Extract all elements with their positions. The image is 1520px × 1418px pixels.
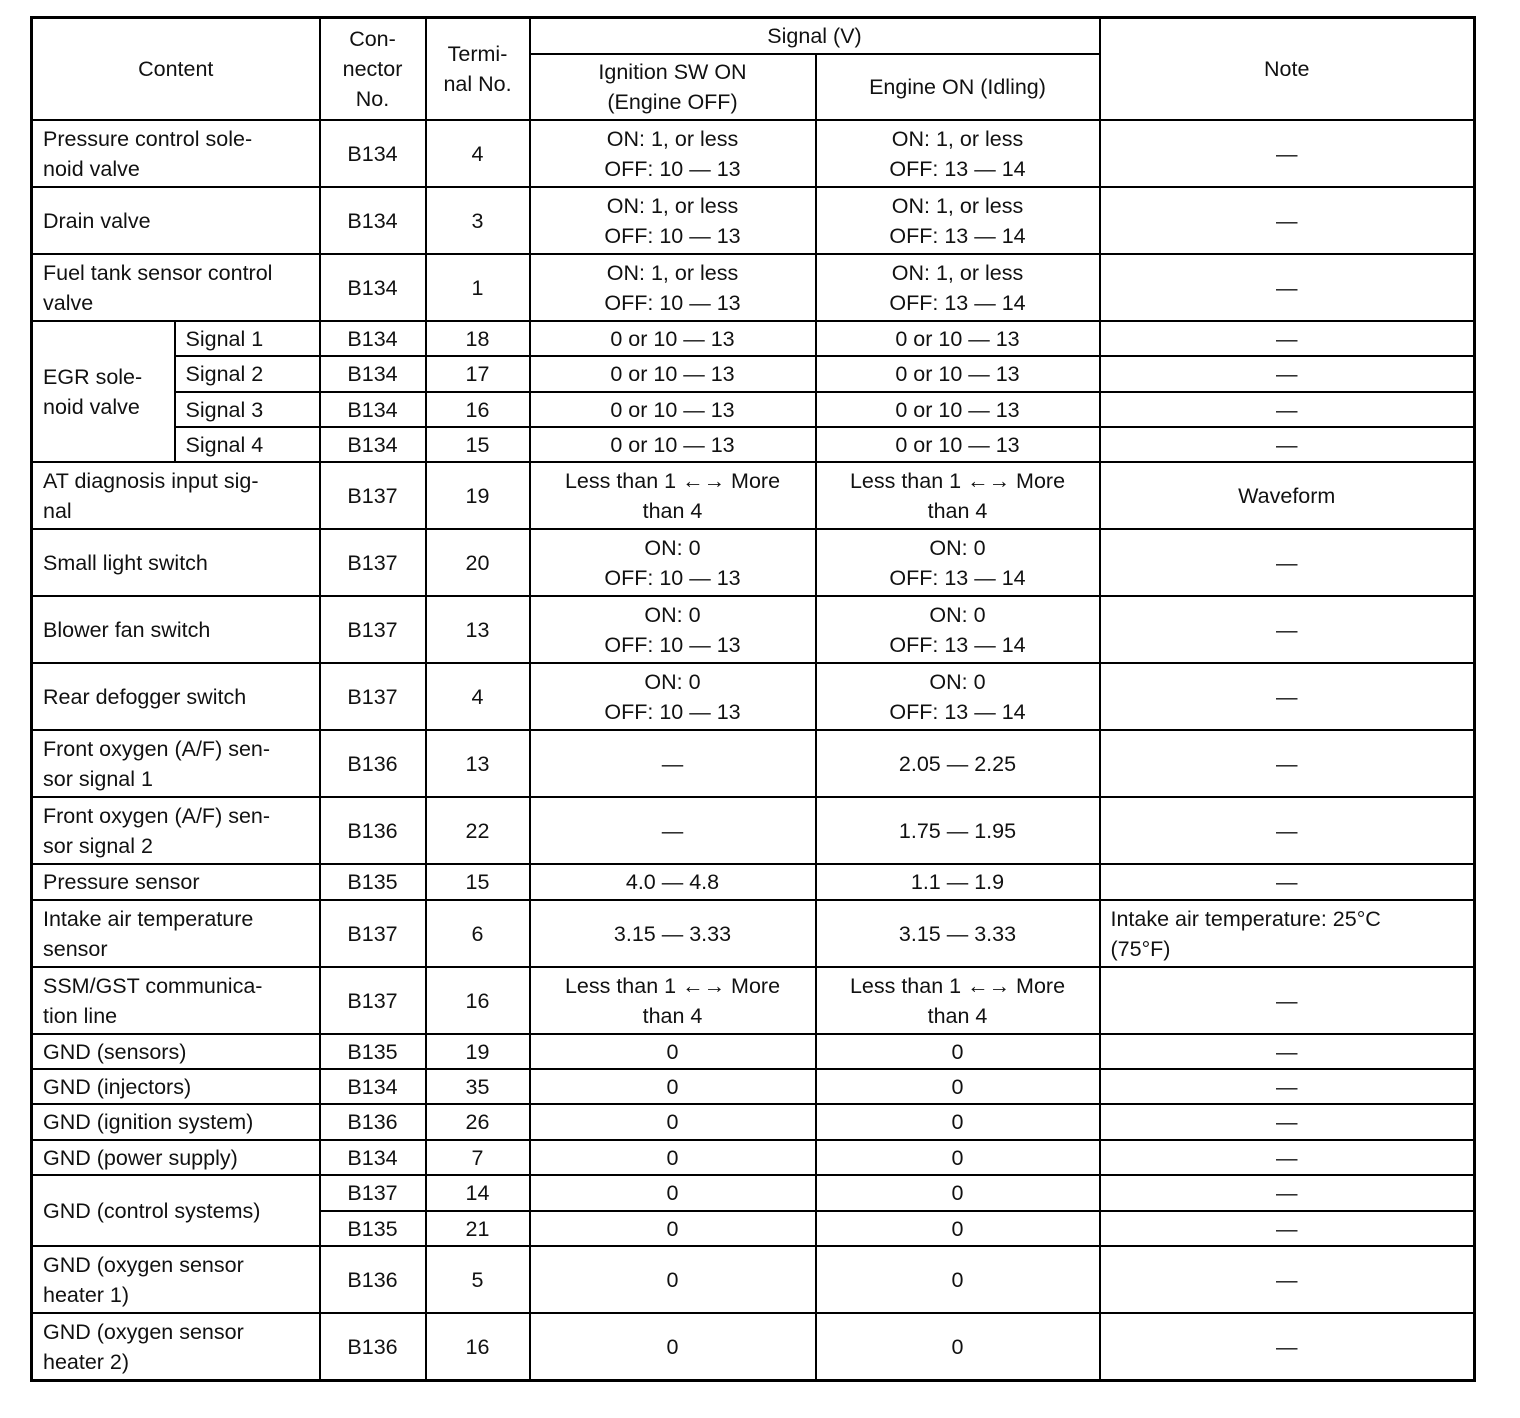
cell-content: Fuel tank sensor control valve <box>32 254 320 321</box>
table-row <box>32 1175 1475 1211</box>
cell-content: GND (oxygen sensor heater 1) <box>32 1246 320 1313</box>
cell-content: Blower fan switch <box>32 596 320 663</box>
cell-engine: 0 <box>816 1246 1100 1313</box>
cell-content: Small light switch <box>32 529 320 596</box>
cell-note: — <box>1100 187 1475 254</box>
cell-terminal: 16 <box>426 1313 530 1381</box>
table-row <box>32 427 1475 462</box>
cell-connector: B136 <box>320 1313 426 1381</box>
cell-terminal: 19 <box>426 1034 530 1069</box>
cell-terminal: 15 <box>426 864 530 900</box>
table-row <box>32 967 1475 1034</box>
table-row <box>32 1104 1475 1140</box>
cell-connector: B137 <box>320 967 426 1034</box>
cell-ignition: — <box>530 730 816 797</box>
table-row <box>32 663 1475 730</box>
cell-connector: B137 <box>320 1175 426 1211</box>
header-row <box>32 18 1475 55</box>
cell-ignition: ON: 0 OFF: 10 — 13 <box>530 529 816 596</box>
cell-ignition: 0 or 10 — 13 <box>530 427 816 462</box>
table-row <box>32 1034 1475 1069</box>
cell-engine: Less than 1 ←→ More than 4 <box>816 462 1100 529</box>
cell-note: — <box>1100 1104 1475 1140</box>
cell-ignition: 0 <box>530 1313 816 1381</box>
cell-note: — <box>1100 427 1475 462</box>
cell-note: — <box>1100 254 1475 321</box>
cell-engine: 2.05 — 2.25 <box>816 730 1100 797</box>
cell-connector: B136 <box>320 797 426 864</box>
cell-connector: B134 <box>320 1140 426 1175</box>
cell-terminal: 4 <box>426 120 530 187</box>
cell-engine: 0 <box>816 1069 1100 1104</box>
table-row <box>32 529 1475 596</box>
cell-ignition: 0 or 10 — 13 <box>530 392 816 427</box>
cell-connector: B136 <box>320 1246 426 1313</box>
cell-terminal: 14 <box>426 1175 530 1211</box>
cell-note: — <box>1100 392 1475 427</box>
cell-ignition: Less than 1 ←→ More than 4 <box>530 967 816 1034</box>
cell-note: — <box>1100 967 1475 1034</box>
cell-note: — <box>1100 1175 1475 1211</box>
table-row <box>32 187 1475 254</box>
cell-note: — <box>1100 529 1475 596</box>
cell-connector: B137 <box>320 900 426 967</box>
cell-engine: 3.15 — 3.33 <box>816 900 1100 967</box>
table-row <box>32 797 1475 864</box>
cell-connector: B134 <box>320 254 426 321</box>
cell-note: — <box>1100 663 1475 730</box>
cell-note: — <box>1100 1246 1475 1313</box>
table-row <box>32 864 1475 900</box>
table-row <box>32 392 1475 427</box>
cell-connector: B137 <box>320 462 426 529</box>
cell-terminal: 5 <box>426 1246 530 1313</box>
table-row <box>32 596 1475 663</box>
cell-engine: 0 <box>816 1211 1100 1246</box>
cell-connector: B136 <box>320 730 426 797</box>
cell-note: — <box>1100 1069 1475 1104</box>
cell-ignition: 0 <box>530 1034 816 1069</box>
cell-connector: B135 <box>320 864 426 900</box>
cell-content: Drain valve <box>32 187 320 254</box>
cell-note: — <box>1100 356 1475 392</box>
cell-ignition: 0 <box>530 1069 816 1104</box>
cell-gnd-control-group: GND (control systems) <box>32 1175 320 1246</box>
cell-terminal: 16 <box>426 967 530 1034</box>
cell-ignition: 0 <box>530 1175 816 1211</box>
cell-terminal: 6 <box>426 900 530 967</box>
cell-content: GND (oxygen sensor heater 2) <box>32 1313 320 1381</box>
table-row <box>32 1313 1475 1381</box>
table-row <box>32 120 1475 187</box>
cell-engine: 0 or 10 — 13 <box>816 427 1100 462</box>
cell-connector: B134 <box>320 392 426 427</box>
cell-ignition: 0 <box>530 1140 816 1175</box>
cell-note: — <box>1100 864 1475 900</box>
cell-terminal: 17 <box>426 356 530 392</box>
cell-content: Pressure control sole- noid valve <box>32 120 320 187</box>
cell-ignition: ON: 1, or less OFF: 10 — 13 <box>530 187 816 254</box>
cell-ignition: 3.15 — 3.33 <box>530 900 816 967</box>
table-row <box>32 356 1475 392</box>
cell-note: — <box>1100 730 1475 797</box>
cell-note: — <box>1100 321 1475 356</box>
table-row <box>32 1246 1475 1313</box>
header-content: Content <box>32 18 320 121</box>
cell-connector: B134 <box>320 187 426 254</box>
cell-note: — <box>1100 1211 1475 1246</box>
cell-terminal: 13 <box>426 596 530 663</box>
cell-terminal: 3 <box>426 187 530 254</box>
cell-content: Front oxygen (A/F) sen- sor signal 1 <box>32 730 320 797</box>
cell-terminal: 19 <box>426 462 530 529</box>
cell-connector: B136 <box>320 1104 426 1140</box>
cell-ignition: 4.0 — 4.8 <box>530 864 816 900</box>
cell-engine: Less than 1 ←→ More than 4 <box>816 967 1100 1034</box>
cell-connector: B134 <box>320 1069 426 1104</box>
cell-engine: 0 or 10 — 13 <box>816 392 1100 427</box>
cell-connector: B137 <box>320 596 426 663</box>
cell-egr-group: EGR sole- noid valve <box>32 321 175 462</box>
cell-ignition: ON: 1, or less OFF: 10 — 13 <box>530 254 816 321</box>
cell-ignition: ON: 0 OFF: 10 — 13 <box>530 596 816 663</box>
cell-engine: 1.75 — 1.95 <box>816 797 1100 864</box>
cell-terminal: 21 <box>426 1211 530 1246</box>
cell-note: Waveform <box>1100 462 1475 529</box>
cell-terminal: 18 <box>426 321 530 356</box>
cell-engine: ON: 1, or less OFF: 13 — 14 <box>816 187 1100 254</box>
table-row <box>32 730 1475 797</box>
cell-content: SSM/GST communica- tion line <box>32 967 320 1034</box>
cell-engine: 0 or 10 — 13 <box>816 321 1100 356</box>
cell-content: Intake air temperature sensor <box>32 900 320 967</box>
cell-ignition: 0 <box>530 1211 816 1246</box>
cell-engine: ON: 1, or less OFF: 13 — 14 <box>816 254 1100 321</box>
cell-note: — <box>1100 120 1475 187</box>
cell-sub-signal: Signal 3 <box>175 392 320 427</box>
table-row <box>32 1140 1475 1175</box>
cell-terminal: 4 <box>426 663 530 730</box>
cell-connector: B135 <box>320 1211 426 1246</box>
cell-note: — <box>1100 1140 1475 1175</box>
cell-content: GND (injectors) <box>32 1069 320 1104</box>
cell-engine: 0 <box>816 1175 1100 1211</box>
cell-content: GND (sensors) <box>32 1034 320 1069</box>
cell-content: GND (ignition system) <box>32 1104 320 1140</box>
cell-terminal: 22 <box>426 797 530 864</box>
cell-terminal: 13 <box>426 730 530 797</box>
cell-engine: 1.1 — 1.9 <box>816 864 1100 900</box>
cell-engine: ON: 0 OFF: 13 — 14 <box>816 596 1100 663</box>
cell-connector: B137 <box>320 529 426 596</box>
cell-connector: B134 <box>320 321 426 356</box>
cell-engine: 0 <box>816 1034 1100 1069</box>
cell-terminal: 35 <box>426 1069 530 1104</box>
cell-terminal: 20 <box>426 529 530 596</box>
cell-ignition: ON: 1, or less OFF: 10 — 13 <box>530 120 816 187</box>
table-row <box>32 254 1475 321</box>
cell-sub-signal: Signal 2 <box>175 356 320 392</box>
cell-engine: ON: 0 OFF: 13 — 14 <box>816 529 1100 596</box>
cell-engine: 0 or 10 — 13 <box>816 356 1100 392</box>
table-row <box>32 321 1475 356</box>
cell-content: AT diagnosis input sig- nal <box>32 462 320 529</box>
cell-content: Pressure sensor <box>32 864 320 900</box>
cell-terminal: 1 <box>426 254 530 321</box>
cell-ignition: Less than 1 ←→ More than 4 <box>530 462 816 529</box>
cell-ignition: ON: 0 OFF: 10 — 13 <box>530 663 816 730</box>
cell-terminal: 15 <box>426 427 530 462</box>
header-signal: Signal (V) <box>530 18 1100 55</box>
header-ignition: Ignition SW ON (Engine OFF) <box>530 54 816 120</box>
cell-engine: ON: 1, or less OFF: 13 — 14 <box>816 120 1100 187</box>
cell-terminal: 7 <box>426 1140 530 1175</box>
cell-content: GND (power supply) <box>32 1140 320 1175</box>
table-row <box>32 462 1475 529</box>
cell-connector: B137 <box>320 663 426 730</box>
ecu-signal-table <box>30 16 1476 1382</box>
cell-ignition: 0 or 10 — 13 <box>530 356 816 392</box>
header-engine: Engine ON (Idling) <box>816 54 1100 120</box>
cell-note: Intake air temperature: 25°C (75°F) <box>1100 900 1475 967</box>
cell-sub-signal: Signal 1 <box>175 321 320 356</box>
cell-content: Rear defogger switch <box>32 663 320 730</box>
header-terminal: Termi- nal No. <box>426 18 530 121</box>
cell-terminal: 26 <box>426 1104 530 1140</box>
cell-connector: B135 <box>320 1034 426 1069</box>
cell-engine: 0 <box>816 1140 1100 1175</box>
cell-note: — <box>1100 1034 1475 1069</box>
cell-ignition: — <box>530 797 816 864</box>
cell-connector: B134 <box>320 356 426 392</box>
table-row <box>32 1069 1475 1104</box>
cell-engine: 0 <box>816 1313 1100 1381</box>
cell-connector: B134 <box>320 120 426 187</box>
cell-ignition: 0 <box>530 1246 816 1313</box>
cell-content: Front oxygen (A/F) sen- sor signal 2 <box>32 797 320 864</box>
cell-connector: B134 <box>320 427 426 462</box>
header-connector: Con- nector No. <box>320 18 426 121</box>
cell-terminal: 16 <box>426 392 530 427</box>
cell-engine: ON: 0 OFF: 13 — 14 <box>816 663 1100 730</box>
cell-note: — <box>1100 596 1475 663</box>
cell-note: — <box>1100 797 1475 864</box>
cell-engine: 0 <box>816 1104 1100 1140</box>
table-row <box>32 900 1475 967</box>
cell-sub-signal: Signal 4 <box>175 427 320 462</box>
cell-ignition: 0 or 10 — 13 <box>530 321 816 356</box>
cell-note: — <box>1100 1313 1475 1381</box>
cell-ignition: 0 <box>530 1104 816 1140</box>
header-note: Note <box>1100 18 1475 121</box>
